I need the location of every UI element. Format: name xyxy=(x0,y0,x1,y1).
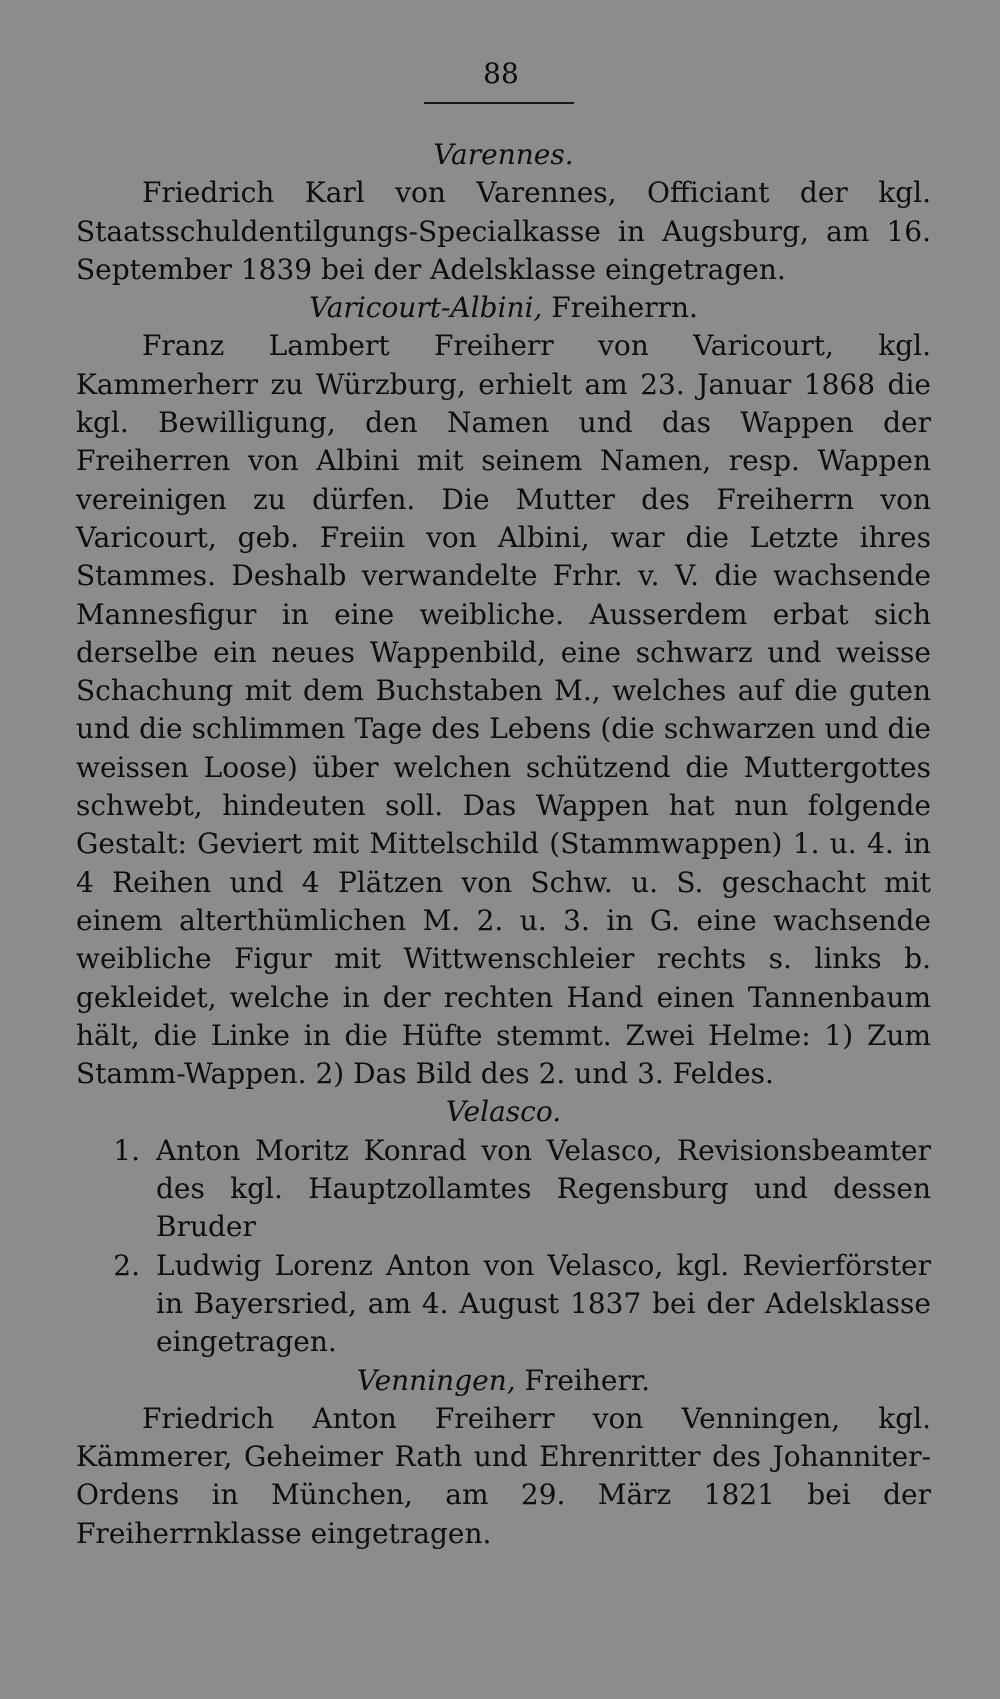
list-item-text: Ludwig Lorenz Anton von Velasco, kgl. Revierförster in Bayersried, am 4. August 1837 bei der Adelsklasse eingetragen. xyxy=(156,1248,931,1359)
family-name: Varennes. xyxy=(433,138,574,171)
list-item-number: 1. xyxy=(113,1133,140,1167)
list-item-text: Anton Moritz Konrad von Velasco, Revisionsbeamter des kgl. Hauptzollamtes Regensburg und dessen Bruder xyxy=(156,1133,931,1244)
family-name: Velasco. xyxy=(445,1095,562,1129)
page-number: 88 xyxy=(483,57,519,90)
section-heading-venningen xyxy=(76,1362,931,1400)
paragraph-varennes: Friedrich Karl von Varennes, Officiant der kgl. Staatsschuldentilgungs-Specialkasse in Augsburg, am 16. September 1839 bei der Adelsklasse eingetragen. xyxy=(76,176,931,286)
family-name: Varicourt-Albini, xyxy=(309,291,543,325)
section-heading-varicourt-albini xyxy=(76,289,931,327)
title-suffix: Freiherrn. xyxy=(542,291,698,325)
paragraph-venningen: Friedrich Anton Freiherr von Venningen, kgl. Kämmerer, Geheimer Rath und Ehrenritter des Johanniter-Ordens in München, am 29. März 1821 bei der Freiherrnklasse eingetragen. xyxy=(76,1401,931,1550)
title-suffix: Freiherr. xyxy=(515,1363,651,1397)
section-heading-varennes xyxy=(76,136,931,174)
page-body xyxy=(76,136,931,1553)
list-item xyxy=(76,1132,931,1247)
page-number-rule xyxy=(424,102,574,104)
family-name: Venningen, xyxy=(356,1363,516,1397)
section-heading-velasco xyxy=(76,1093,931,1131)
paragraph-varicourt-albini: Franz Lambert Freiherr von Varicourt, kgl. Kammerherr zu Würzburg, erhielt am 23. Januar 1868 die kgl. Bewilligung, den Namen und das Wappen der Freiherren von Albini mit seinem Namen, resp. Wappen vereinigen zu dürfen. Die Mutter des Freiherrn von Varicourt, geb. Freiin von Albini, war die Letzte ihres Stammes. Deshalb verwandelte Frhr. v. V. die wachsende Mannesfigur in eine weibliche. Ausserdem erbat sich derselbe ein neues Wappenbild, eine schwarz und weisse Schachung mit dem Buchstaben M., welches auf die guten und die schlimmen Tage des Lebens (die schwarzen und die weissen Loose) über welchen schützend die Muttergottes schwebt, hindeuten soll. Das Wappen hat nun folgende Gestalt: Geviert mit Mittelschild (Stammwappen) 1. u. 4. in 4 Reihen und 4 Plätzen von Schw. u. S. geschacht mit einem alterthümlichen M. 2. u. 3. in G. eine wachsende weibliche Figur mit Wittwenschleier rechts s. links b. gekleidet, welche in der rechten Hand einen Tannenbaum hält, die Linke in die Hüfte stemmt. Zwei Helme: 1) Zum Stamm-Wappen. 2) Das Bild des 2. und 3. Feldes. xyxy=(76,329,931,1091)
list-item xyxy=(76,1247,931,1362)
list-item-number: 2. xyxy=(113,1248,140,1282)
